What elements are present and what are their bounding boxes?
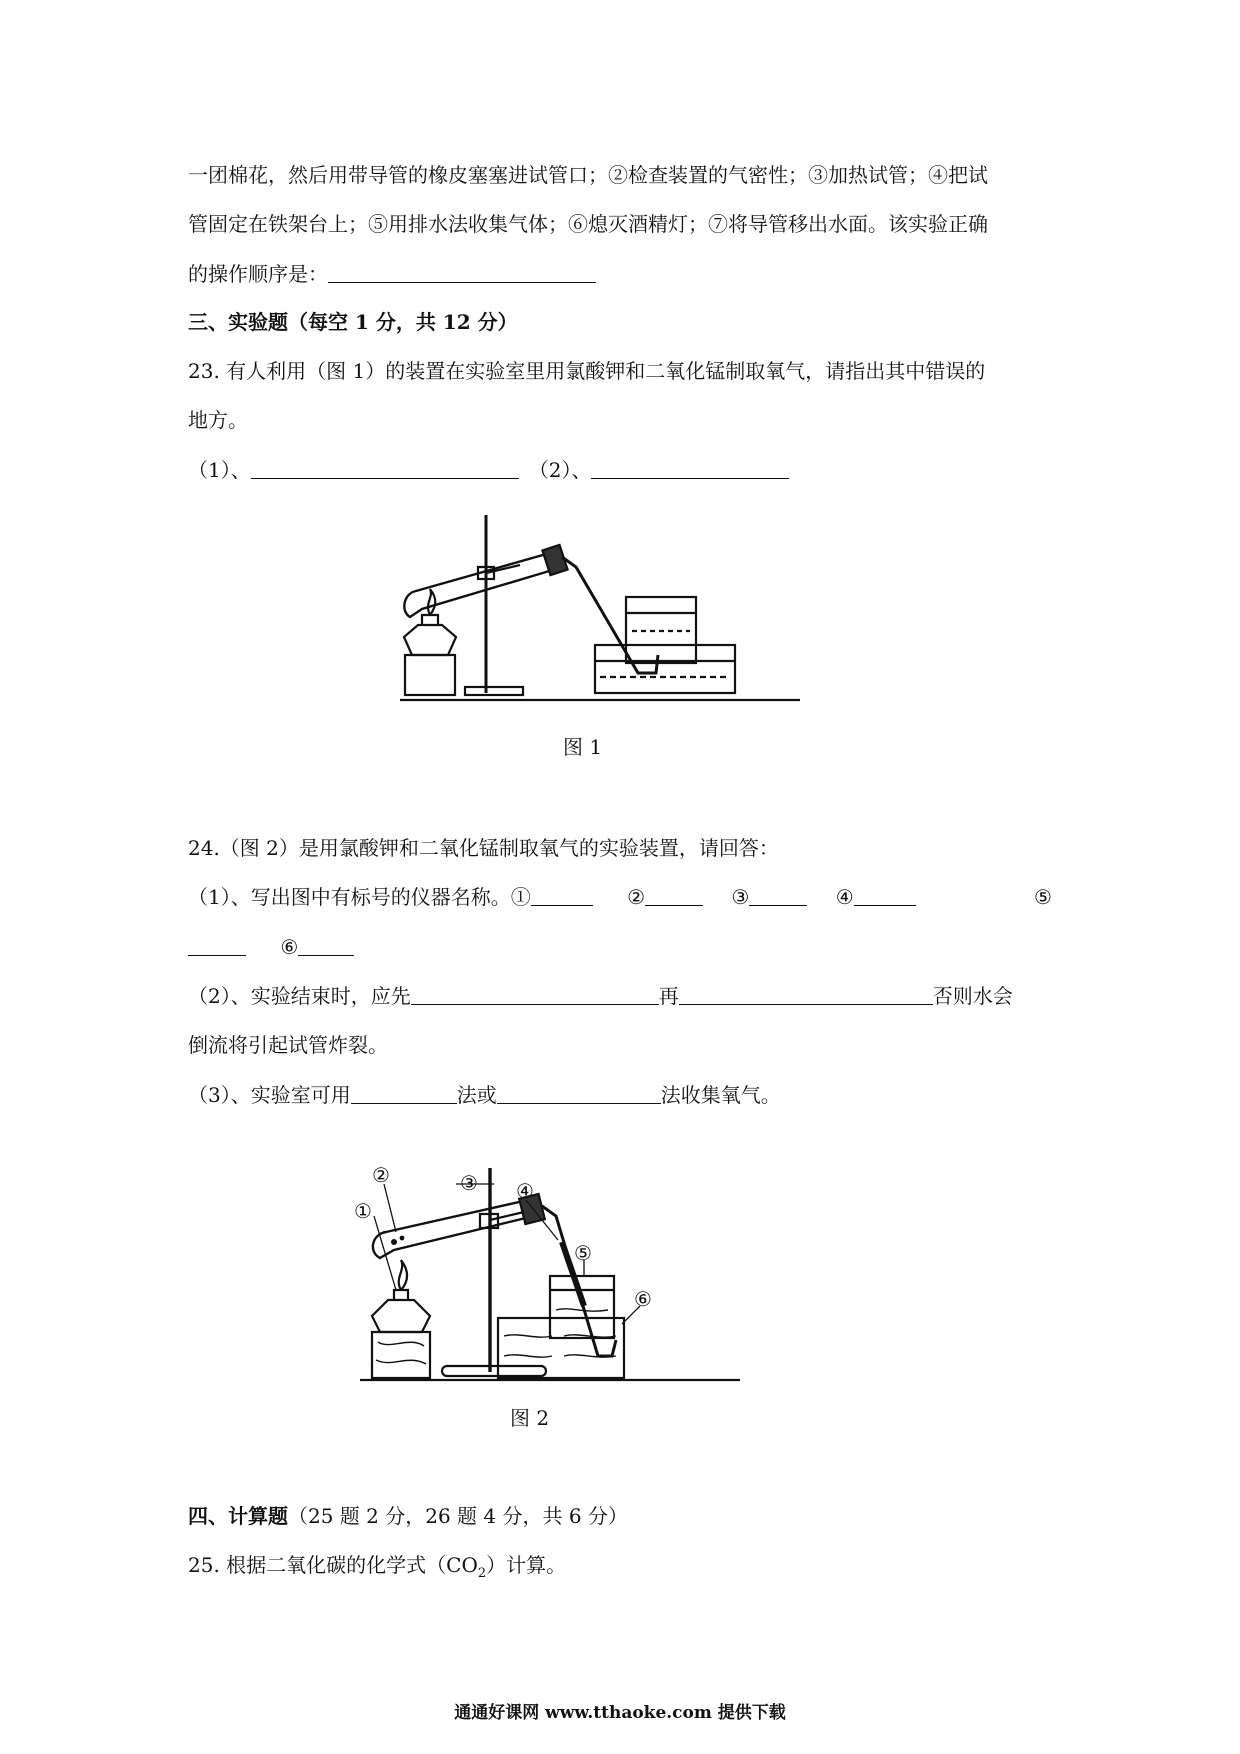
q24-part3-mid: 法或 bbox=[456, 1083, 497, 1107]
q24-blank-5[interactable] bbox=[188, 935, 246, 956]
q24-part3-prompt: （3）、实验室可用 bbox=[188, 1083, 351, 1107]
fig2-label-6: ⑥ bbox=[634, 1287, 652, 1311]
fig2-leader-1 bbox=[374, 1216, 396, 1290]
q22-line-3 bbox=[188, 262, 1058, 286]
figure-2-apparatus bbox=[350, 1160, 750, 1385]
q24-part1-row-2 bbox=[188, 935, 1058, 959]
fig2-stand-base bbox=[442, 1366, 546, 1376]
q24-mark-3: ③ bbox=[731, 885, 750, 909]
q24-part2-row bbox=[188, 984, 1058, 1008]
fig2-label-2: ② bbox=[372, 1163, 390, 1187]
q24-part2-suffix: 否则水会 bbox=[932, 984, 1013, 1008]
q24-part1-prompt: （1）、写出图中有标号的仪器名称。 bbox=[188, 885, 511, 909]
q25-prefix: 25. 根据二氧化碳的化学式（CO bbox=[188, 1553, 478, 1577]
section-3-title: 三、实验题（每空 1 分，共 12 分） bbox=[188, 310, 518, 334]
q24-part3-blank-1[interactable] bbox=[351, 1083, 457, 1104]
fig1-wood-block bbox=[405, 655, 455, 695]
q24-intro: 24.（图 2）是用氯酸钾和二氧化锰制取氧气的实验装置，请回答： bbox=[188, 836, 779, 860]
q24-part2-mid: 再 bbox=[658, 984, 679, 1008]
q24-blank-1[interactable] bbox=[531, 885, 593, 906]
q23-blank-2-label: （2）、 bbox=[528, 458, 592, 482]
q25-row bbox=[188, 1553, 1058, 1586]
section-4-title: 四、计算题 bbox=[188, 1504, 288, 1528]
q24-blank-2[interactable] bbox=[645, 885, 703, 906]
q24-mark-6: ⑥ bbox=[280, 935, 299, 959]
section-4-note: （25 题 2 分，26 题 4 分，共 6 分） bbox=[288, 1504, 628, 1528]
q24-blank-6[interactable] bbox=[298, 935, 354, 956]
fig1-alcohol-lamp bbox=[404, 625, 456, 655]
fig2-flame bbox=[399, 1260, 407, 1290]
q23-line-1: 23. 有人利用（图 1）的装置在实验室里用氯酸钾和二氧化锰制取氧气，请指出其中错误的 bbox=[188, 359, 986, 383]
q24-mark-1: ① bbox=[510, 885, 531, 909]
fig2-label-5: ⑤ bbox=[574, 1241, 592, 1265]
q24-blank-4[interactable] bbox=[854, 885, 916, 906]
q24-mark-4: ④ bbox=[835, 885, 854, 909]
q25-suffix: ）计算。 bbox=[486, 1553, 567, 1577]
q23-blank-2[interactable] bbox=[591, 458, 789, 479]
fig2-leader-2 bbox=[384, 1184, 396, 1232]
q23-blank-1-label: （1）、 bbox=[188, 458, 251, 482]
fig1-delivery-tube bbox=[562, 557, 658, 673]
q24-part2-prompt: （2）、实验结束时，应先 bbox=[188, 984, 411, 1008]
fig2-delivery-tube bbox=[542, 1206, 616, 1356]
q24-mark-5: ⑤ bbox=[1034, 885, 1052, 909]
q24-part3-row bbox=[188, 1083, 1058, 1107]
q24-part3-blank-2[interactable] bbox=[497, 1083, 661, 1104]
q23-blanks-row bbox=[188, 458, 1058, 482]
fig2-label-4: ④ bbox=[516, 1179, 534, 1203]
figure-1-caption: 图 1 bbox=[563, 735, 603, 759]
page-footer: 通通好课网 www.tthaoke.com 提供下载 bbox=[454, 1703, 786, 1723]
q24-part2-line-2: 倒流将引起试管炸裂。 bbox=[188, 1033, 388, 1057]
q25-subscript: 2 bbox=[477, 1566, 487, 1581]
fig2-wood-block bbox=[372, 1332, 430, 1378]
fig2-alcohol-lamp bbox=[372, 1300, 430, 1332]
q22-answer-prompt: 的操作顺序是： bbox=[188, 262, 328, 286]
fig1-flame bbox=[428, 589, 435, 615]
q23-blank-1[interactable] bbox=[251, 458, 519, 479]
fig1-stand-base bbox=[465, 687, 523, 695]
fig1-water-trough bbox=[595, 645, 735, 693]
q23-line-2: 地方。 bbox=[188, 408, 248, 432]
q24-part3-suffix: 法收集氧气。 bbox=[660, 1083, 781, 1107]
q22-line-1: 一团棉花，然后用带导管的橡皮塞塞进试管口；②检查装置的气密性；③加热试管；④把试 bbox=[188, 163, 988, 187]
figure-1-apparatus bbox=[400, 505, 800, 705]
q22-answer-blank[interactable] bbox=[328, 262, 596, 283]
q24-part2-blank-2[interactable] bbox=[679, 984, 933, 1005]
figure-2-caption: 图 2 bbox=[510, 1406, 550, 1430]
q24-mark-2: ② bbox=[627, 885, 646, 909]
section-4-title-row bbox=[188, 1504, 1058, 1528]
fig1-test-tube bbox=[404, 553, 556, 617]
q24-blank-3[interactable] bbox=[749, 885, 807, 906]
fig2-label-1: ① bbox=[354, 1199, 372, 1223]
fig2-label-3: ③ bbox=[460, 1171, 478, 1195]
q24-part1-row bbox=[188, 885, 1058, 909]
fig2-water-trough bbox=[498, 1318, 624, 1378]
fig2-test-tube bbox=[373, 1200, 534, 1258]
q24-part2-blank-1[interactable] bbox=[411, 984, 659, 1005]
q22-line-2: 管固定在铁架台上；⑤用排水法收集气体；⑥熄灭酒精灯；⑦将导管移出水面。该实验正确 bbox=[188, 212, 988, 236]
